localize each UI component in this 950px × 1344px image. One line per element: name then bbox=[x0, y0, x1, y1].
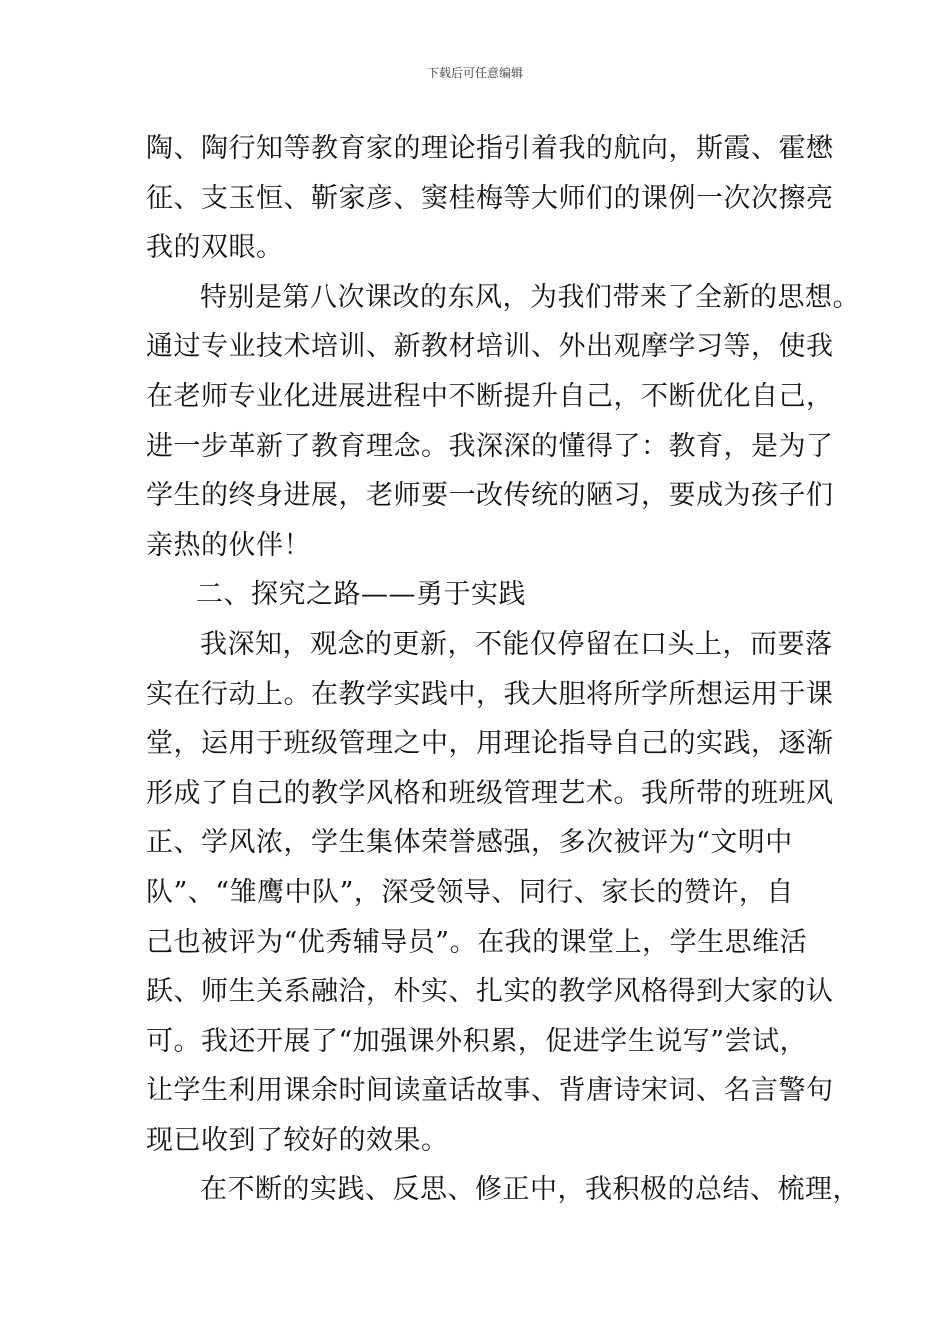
text-line: 可。我还开展了“加强课外积累，促进学生说写”尝试， bbox=[146, 1025, 808, 1057]
text-line: 形成了自己的教学风格和班级管理艺术。我所带的班班风 bbox=[146, 777, 834, 809]
text-line: 学生的终身进展，老师要一改传统的陋习，要成为孩子们 bbox=[146, 480, 834, 512]
section-heading: 二、探究之路——勇于实践 bbox=[196, 579, 526, 611]
page-header: 下载后可任意编辑 bbox=[426, 66, 523, 80]
text-line: 进一步革新了教育理念。我深深的懂得了：教育，是为了 bbox=[146, 430, 834, 462]
text-line: 堂，运用于班级管理之中，用理论指导自己的实践，逐渐 bbox=[146, 728, 834, 760]
text-line: 现已收到了较好的效果。 bbox=[146, 1124, 449, 1156]
text-line: 在老师专业化进展进程中不断提升自己，不断优化自己， bbox=[146, 380, 834, 412]
document-body bbox=[146, 124, 860, 1215]
text-line: 队”、“雏鹰中队”，深受领导、同行、家长的赞许，自 bbox=[146, 876, 794, 908]
text-line: 在不断的实践、反思、修正中，我积极的总结、梳理， bbox=[200, 1174, 860, 1206]
text-line: 征、支玉恒、靳家彦、窦桂梅等大师们的课例一次次擦亮 bbox=[146, 182, 834, 214]
text-line: 实在行动上。在教学实践中，我大胆将所学所想运用于课 bbox=[146, 678, 834, 710]
text-line: 陶、陶行知等教育家的理论指引着我的航向，斯霞、霍懋 bbox=[146, 133, 834, 164]
text-line: 我深知，观念的更新，不能仅停留在口头上，而要落 bbox=[200, 628, 833, 660]
text-line: 让学生利用课余时间读童话故事、背唐诗宋词、名言警句 bbox=[146, 1075, 834, 1107]
text-line: 己也被评为“优秀辅导员”。在我的课堂上，学生思维活 bbox=[146, 926, 808, 958]
text-line: 我的双眼。 bbox=[146, 232, 284, 264]
text-line: 特别是第八次课改的东风，为我们带来了全新的思想。 bbox=[200, 281, 860, 313]
text-line: 通过专业技术培训、新教材培训、外出观摩学习等，使我 bbox=[146, 331, 834, 363]
text-line: 亲热的伙伴！ bbox=[146, 529, 311, 561]
text-line: 跃、师生关系融洽，朴实、扎实的教学风格得到大家的认 bbox=[146, 976, 834, 1008]
text-line: 正、学风浓，学生集体荣誉感强，多次被评为“文明中 bbox=[146, 827, 793, 859]
